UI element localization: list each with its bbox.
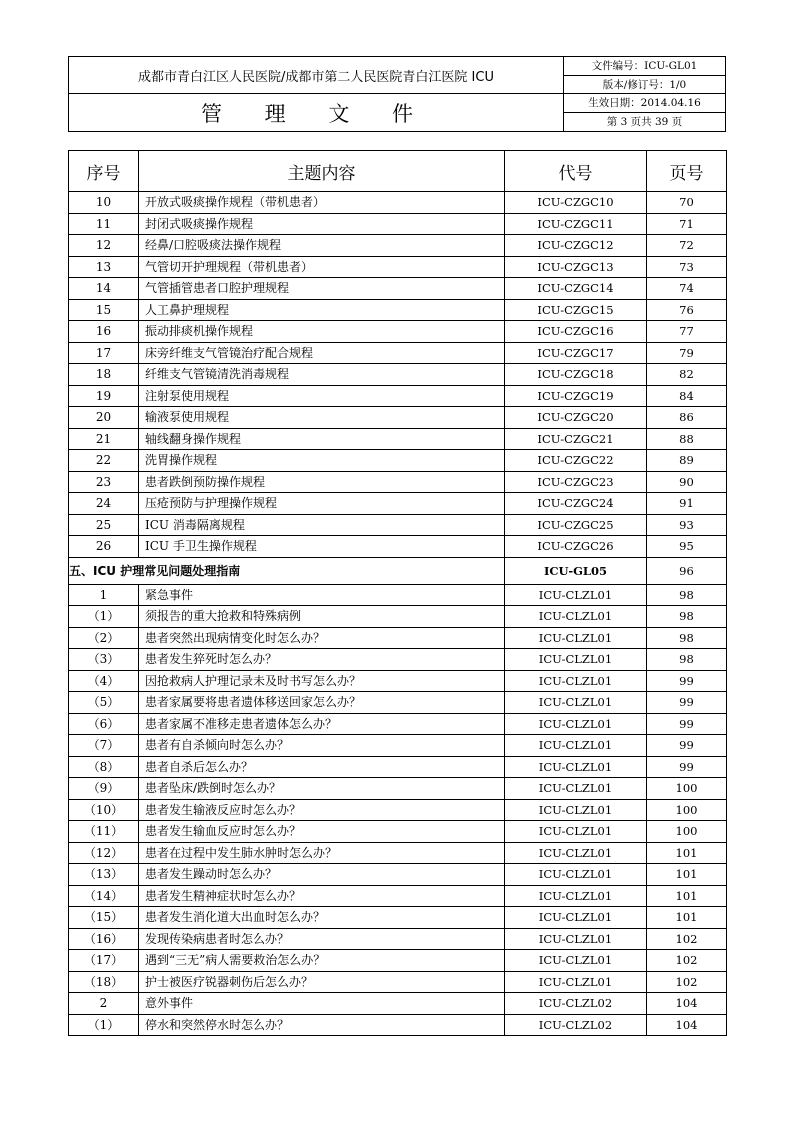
row-subject: 患者发生输血反应时怎么办？: [139, 821, 505, 843]
row-code: ICU-CLZL01: [505, 885, 647, 907]
row-page: 98: [647, 606, 727, 628]
row-page: 99: [647, 713, 727, 735]
row-number: 15: [69, 299, 139, 321]
row-page: 74: [647, 278, 727, 300]
row-code: ICU-CLZL02: [505, 1014, 647, 1036]
row-number: 18: [69, 364, 139, 386]
row-number: （12）: [69, 842, 139, 864]
header-no: 序号: [69, 151, 139, 192]
row-page: 101: [647, 864, 727, 886]
row-code: ICU-CLZL01: [505, 842, 647, 864]
row-number: （2）: [69, 627, 139, 649]
row-page: 98: [647, 584, 727, 606]
row-code: ICU-CZGC17: [505, 342, 647, 364]
row-code: ICU-CLZL01: [505, 606, 647, 628]
row-code: ICU-CLZL01: [505, 778, 647, 800]
row-code: ICU-CLZL01: [505, 864, 647, 886]
row-code: ICU-CZGC26: [505, 536, 647, 558]
row-page: 101: [647, 907, 727, 929]
row-page: 76: [647, 299, 727, 321]
table-section: [69, 557, 727, 584]
row-subject: 纤维支气管镜清洗消毒规程: [139, 364, 505, 386]
row-subject: ICU 手卫生操作规程: [139, 536, 505, 558]
table-row: [69, 385, 727, 407]
row-page: 72: [647, 235, 727, 257]
table-row: [69, 342, 727, 364]
table-body-guidelines: [69, 584, 727, 1036]
table-row: [69, 950, 727, 972]
row-number: 17: [69, 342, 139, 364]
row-page: 99: [647, 692, 727, 714]
table-row: [69, 778, 727, 800]
row-code: ICU-CZGC14: [505, 278, 647, 300]
row-code: ICU-CLZL01: [505, 735, 647, 757]
row-code: ICU-CZGC13: [505, 256, 647, 278]
table-row: [69, 713, 727, 735]
row-subject: 患者突然出现病情变化时怎么办？: [139, 627, 505, 649]
row-code: ICU-CLZL01: [505, 928, 647, 950]
row-page: 91: [647, 493, 727, 515]
table-row: [69, 235, 727, 257]
table-row: [69, 299, 727, 321]
row-code: ICU-CLZL01: [505, 799, 647, 821]
row-subject: 停水和突然停水时怎么办？: [139, 1014, 505, 1036]
row-number: 14: [69, 278, 139, 300]
row-subject: 患者跌倒预防操作规程: [139, 471, 505, 493]
row-subject: ICU 消毒隔离规程: [139, 514, 505, 536]
row-code: ICU-CLZL01: [505, 950, 647, 972]
row-number: （18）: [69, 971, 139, 993]
document-header: [68, 56, 726, 132]
row-code: ICU-CZGC16: [505, 321, 647, 343]
row-number: 26: [69, 536, 139, 558]
row-subject: 遇到“三无”病人需要救治怎么办？: [139, 950, 505, 972]
table-row: [69, 627, 727, 649]
page-info: 第 3 页共 39 页: [606, 115, 683, 128]
row-page: 86: [647, 407, 727, 429]
row-code: ICU-CLZL01: [505, 670, 647, 692]
row-subject: 注射泵使用规程: [139, 385, 505, 407]
row-page: 99: [647, 735, 727, 757]
version-number: 版本/修订号：1/0: [564, 76, 725, 95]
document-title: 管 理 文 件: [200, 101, 432, 126]
row-subject: 意外事件: [139, 993, 505, 1015]
header-left: [69, 57, 563, 131]
row-number: 12: [69, 235, 139, 257]
row-code: ICU-CLZL01: [505, 713, 647, 735]
row-subject: 患者发生猝死时怎么办？: [139, 649, 505, 671]
row-page: 99: [647, 756, 727, 778]
table-row: [69, 192, 727, 214]
table-row: [69, 971, 727, 993]
row-subject: 患者自杀后怎么办？: [139, 756, 505, 778]
row-number: （16）: [69, 928, 139, 950]
table-header-row: [69, 151, 727, 192]
table-body-procedures: [69, 192, 727, 558]
row-page: 100: [647, 778, 727, 800]
row-number: 2: [69, 993, 139, 1015]
table-row: [69, 842, 727, 864]
row-page: 88: [647, 428, 727, 450]
row-number: （5）: [69, 692, 139, 714]
row-page: 84: [647, 385, 727, 407]
row-number: （7）: [69, 735, 139, 757]
row-subject: 患者发生消化道大出血时怎么办？: [139, 907, 505, 929]
section-row: [69, 557, 727, 584]
row-code: ICU-CZGC24: [505, 493, 647, 515]
row-subject: 洗胃操作规程: [139, 450, 505, 472]
row-number: （8）: [69, 756, 139, 778]
section-title: 五、ICU 护理常见问题处理指南: [69, 557, 505, 584]
row-page: 98: [647, 649, 727, 671]
table-row: [69, 993, 727, 1015]
table-row: [69, 799, 727, 821]
header-page: 页号: [647, 151, 727, 192]
row-number: 23: [69, 471, 139, 493]
row-number: 1: [69, 584, 139, 606]
row-code: ICU-CLZL01: [505, 692, 647, 714]
organization-name: 成都市青白江区人民医院/成都市第二人民医院青白江医院 ICU: [69, 57, 563, 94]
row-subject: 须报告的重大抢救和特殊病例: [139, 606, 505, 628]
row-code: ICU-CLZL01: [505, 584, 647, 606]
row-page: 102: [647, 971, 727, 993]
row-number: 20: [69, 407, 139, 429]
row-code: ICU-CLZL01: [505, 907, 647, 929]
row-subject: 封闭式吸痰操作规程: [139, 213, 505, 235]
row-code: ICU-CZGC21: [505, 428, 647, 450]
row-code: ICU-CZGC19: [505, 385, 647, 407]
row-page: 77: [647, 321, 727, 343]
row-page: 99: [647, 670, 727, 692]
row-subject: 护士被医疗锐器刺伤后怎么办？: [139, 971, 505, 993]
row-page: 100: [647, 799, 727, 821]
row-code: ICU-CLZL02: [505, 993, 647, 1015]
table-row: [69, 450, 727, 472]
row-code: ICU-CZGC25: [505, 514, 647, 536]
row-page: 98: [647, 627, 727, 649]
row-page: 100: [647, 821, 727, 843]
row-subject: 气管插管患者口腔护理规程: [139, 278, 505, 300]
header-code: 代号: [505, 151, 647, 192]
table-row: [69, 670, 727, 692]
header-subject: 主题内容: [139, 151, 505, 192]
table-row: [69, 821, 727, 843]
row-code: ICU-CZGC12: [505, 235, 647, 257]
row-number: 19: [69, 385, 139, 407]
table-row: [69, 321, 727, 343]
row-number: （17）: [69, 950, 139, 972]
row-code: ICU-CZGC15: [505, 299, 647, 321]
row-number: （9）: [69, 778, 139, 800]
table-row: [69, 649, 727, 671]
table-row: [69, 692, 727, 714]
doc-number: 文件编号：ICU-GL01: [564, 57, 725, 76]
table-row: [69, 928, 727, 950]
table-row: [69, 885, 727, 907]
row-subject: 紧急事件: [139, 584, 505, 606]
row-page: 102: [647, 928, 727, 950]
header-meta: [563, 57, 725, 131]
table-row: [69, 407, 727, 429]
row-page: 89: [647, 450, 727, 472]
row-code: ICU-CZGC20: [505, 407, 647, 429]
row-subject: 压疮预防与护理操作规程: [139, 493, 505, 515]
row-page: 70: [647, 192, 727, 214]
table-row: [69, 364, 727, 386]
row-page: 71: [647, 213, 727, 235]
row-page: 102: [647, 950, 727, 972]
table-row: [69, 584, 727, 606]
row-subject: 患者家属要将患者遗体移送回家怎么办？: [139, 692, 505, 714]
row-page: 104: [647, 1014, 727, 1036]
table-row: [69, 735, 727, 757]
row-code: ICU-CLZL01: [505, 821, 647, 843]
row-subject: 患者有自杀倾向时怎么办？: [139, 735, 505, 757]
row-number: （11）: [69, 821, 139, 843]
row-number: 25: [69, 514, 139, 536]
row-number: 24: [69, 493, 139, 515]
row-subject: 人工鼻护理规程: [139, 299, 505, 321]
row-subject: 患者发生精神症状时怎么办？: [139, 885, 505, 907]
table-row: [69, 278, 727, 300]
row-number: （14）: [69, 885, 139, 907]
row-code: ICU-CZGC22: [505, 450, 647, 472]
row-code: ICU-CZGC10: [505, 192, 647, 214]
row-number: （1）: [69, 606, 139, 628]
effective-date: 生效日期：2014.04.16: [564, 94, 725, 113]
row-number: （3）: [69, 649, 139, 671]
row-subject: 患者发生躁动时怎么办？: [139, 864, 505, 886]
table-row: [69, 428, 727, 450]
row-subject: 患者家属不准移走患者遗体怎么办？: [139, 713, 505, 735]
row-number: （6）: [69, 713, 139, 735]
row-number: （1）: [69, 1014, 139, 1036]
table-row: [69, 493, 727, 515]
section-page: 96: [647, 557, 727, 584]
row-subject: 轴线翻身操作规程: [139, 428, 505, 450]
row-number: 13: [69, 256, 139, 278]
row-number: （13）: [69, 864, 139, 886]
row-page: 104: [647, 993, 727, 1015]
row-number: （15）: [69, 907, 139, 929]
row-page: 93: [647, 514, 727, 536]
table-row: [69, 756, 727, 778]
row-page: 101: [647, 842, 727, 864]
row-number: 16: [69, 321, 139, 343]
row-subject: 振动排痰机操作规程: [139, 321, 505, 343]
row-subject: 床旁纤维支气管镜治疗配合规程: [139, 342, 505, 364]
row-subject: 患者在过程中发生肺水肿时怎么办？: [139, 842, 505, 864]
row-number: 10: [69, 192, 139, 214]
row-number: 21: [69, 428, 139, 450]
row-subject: 因抢救病人护理记录未及时书写怎么办？: [139, 670, 505, 692]
row-code: ICU-CZGC11: [505, 213, 647, 235]
row-subject: 经鼻/口腔吸痰法操作规程: [139, 235, 505, 257]
row-number: （10）: [69, 799, 139, 821]
contents-table: [68, 150, 727, 1036]
row-subject: 输液泵使用规程: [139, 407, 505, 429]
row-code: ICU-CLZL01: [505, 627, 647, 649]
row-code: ICU-CLZL01: [505, 649, 647, 671]
table-row: [69, 536, 727, 558]
table-row: [69, 213, 727, 235]
table-row: [69, 1014, 727, 1036]
row-code: ICU-CZGC18: [505, 364, 647, 386]
row-code: ICU-CZGC23: [505, 471, 647, 493]
row-code: ICU-CLZL01: [505, 971, 647, 993]
row-page: 95: [647, 536, 727, 558]
table-row: [69, 471, 727, 493]
row-page: 73: [647, 256, 727, 278]
row-page: 79: [647, 342, 727, 364]
table-row: [69, 514, 727, 536]
row-page: 82: [647, 364, 727, 386]
row-page: 90: [647, 471, 727, 493]
section-code: ICU-GL05: [505, 557, 647, 584]
row-number: （4）: [69, 670, 139, 692]
row-subject: 开放式吸痰操作规程（带机患者）: [139, 192, 505, 214]
row-subject: 气管切开护理规程（带机患者）: [139, 256, 505, 278]
row-subject: 患者坠床/跌倒时怎么办？: [139, 778, 505, 800]
table-row: [69, 606, 727, 628]
row-subject: 发现传染病患者时怎么办？: [139, 928, 505, 950]
table-row: [69, 256, 727, 278]
row-number: 11: [69, 213, 139, 235]
row-page: 101: [647, 885, 727, 907]
row-code: ICU-CLZL01: [505, 756, 647, 778]
table-row: [69, 864, 727, 886]
row-subject: 患者发生输液反应时怎么办？: [139, 799, 505, 821]
table-row: [69, 907, 727, 929]
row-number: 22: [69, 450, 139, 472]
